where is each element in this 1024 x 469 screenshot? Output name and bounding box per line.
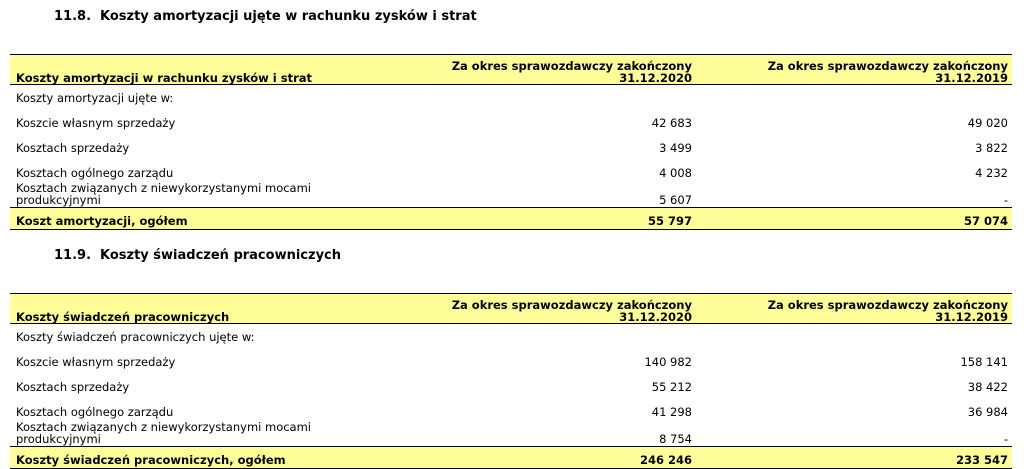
row-value-2019: - — [1003, 432, 1008, 446]
total-value-2019: 57 074 — [696, 208, 1012, 230]
row-value-2020: 140 982 — [644, 355, 692, 369]
row-value-2019: 38 422 — [967, 380, 1008, 394]
table-row — [10, 85, 1012, 108]
row-value-2020: 41 298 — [651, 405, 692, 419]
section-number: 11.9. — [54, 248, 92, 263]
header-label: Koszty amortyzacji w rachunku zysków i strat — [10, 55, 400, 85]
row-value-2020: 55 212 — [651, 380, 692, 394]
row-label: Koszcie własnym sprzedaży — [16, 116, 176, 130]
row-label: Kosztach ogólnego zarządu — [16, 166, 174, 180]
row-value-2019: 158 141 — [960, 355, 1008, 369]
row-label-line2: produkcyjnymi — [16, 432, 101, 446]
row-value-2020: 3 499 — [659, 141, 692, 155]
row-value-2019: 3 822 — [975, 141, 1008, 155]
row-value-2019: 49 020 — [967, 116, 1008, 130]
total-value-2020: 246 246 — [400, 447, 696, 469]
header-col-2019-line2: 31.12.2019 — [935, 71, 1008, 85]
row-label — [10, 182, 400, 208]
section-title-amortization — [54, 9, 477, 24]
table-row — [10, 107, 1012, 132]
header-col-2020-line1: Za okres sprawozdawczy zakończony — [451, 298, 692, 312]
row-label: Kosztach sprzedaży — [16, 141, 130, 155]
table-row — [10, 346, 1012, 371]
section-title-employee-benefits — [54, 248, 341, 263]
header-col-2020 — [400, 55, 696, 85]
amortization-table — [10, 54, 1012, 230]
header-label: Koszty świadczeń pracowniczych — [10, 294, 400, 324]
employee-benefits-table — [10, 293, 1012, 469]
table-header — [10, 294, 1012, 324]
header-col-2019-line1: Za okres sprawozdawczy zakończony — [767, 298, 1008, 312]
intro-label: Koszty amortyzacji ujęte w: — [16, 91, 174, 105]
table-header — [10, 55, 1012, 85]
table-row — [10, 421, 1012, 447]
header-col-2020 — [400, 294, 696, 324]
table-row — [10, 324, 1012, 347]
section-number: 11.8. — [54, 9, 92, 24]
header-col-2020-line2: 31.12.2020 — [619, 71, 692, 85]
intro-label: Koszty świadczeń pracowniczych ujęte w: — [16, 330, 255, 344]
row-label-line2: produkcyjnymi — [16, 193, 101, 207]
row-value-2020: 5 607 — [659, 193, 692, 207]
table-row — [10, 371, 1012, 396]
section-heading: Koszty amortyzacji ujęte w rachunku zysków i strat — [100, 9, 477, 24]
header-col-2020-line2: 31.12.2020 — [619, 310, 692, 324]
table-row — [10, 157, 1012, 182]
row-label-line1: Kosztach związanych z niewykorzystanymi mocami — [16, 181, 312, 195]
row-label: Koszcie własnym sprzedaży — [16, 355, 176, 369]
row-value-2019: - — [1003, 193, 1008, 207]
table-total-row — [10, 208, 1012, 230]
table-row — [10, 182, 1012, 208]
table-row — [10, 396, 1012, 421]
row-value-2019: 36 984 — [967, 405, 1008, 419]
total-value-2019: 233 547 — [696, 447, 1012, 469]
row-value-2020: 4 008 — [659, 166, 692, 180]
total-label: Koszt amortyzacji, ogółem — [10, 208, 400, 230]
row-value-2020: 42 683 — [651, 116, 692, 130]
row-label: Kosztach sprzedaży — [16, 380, 130, 394]
row-label — [10, 421, 400, 447]
row-value-2019: 4 232 — [975, 166, 1008, 180]
table-total-row — [10, 447, 1012, 469]
total-label: Koszty świadczeń pracowniczych, ogółem — [10, 447, 400, 469]
header-col-2019-line2: 31.12.2019 — [935, 310, 1008, 324]
table-row — [10, 132, 1012, 157]
row-label: Kosztach ogólnego zarządu — [16, 405, 174, 419]
header-col-2019-line1: Za okres sprawozdawczy zakończony — [767, 59, 1008, 73]
total-value-2020: 55 797 — [400, 208, 696, 230]
row-value-2020: 8 754 — [659, 432, 692, 446]
header-col-2020-line1: Za okres sprawozdawczy zakończony — [451, 59, 692, 73]
section-heading: Koszty świadczeń pracowniczych — [100, 248, 342, 263]
header-col-2019 — [696, 294, 1012, 324]
row-label-line1: Kosztach związanych z niewykorzystanymi mocami — [16, 420, 312, 434]
header-col-2019 — [696, 55, 1012, 85]
